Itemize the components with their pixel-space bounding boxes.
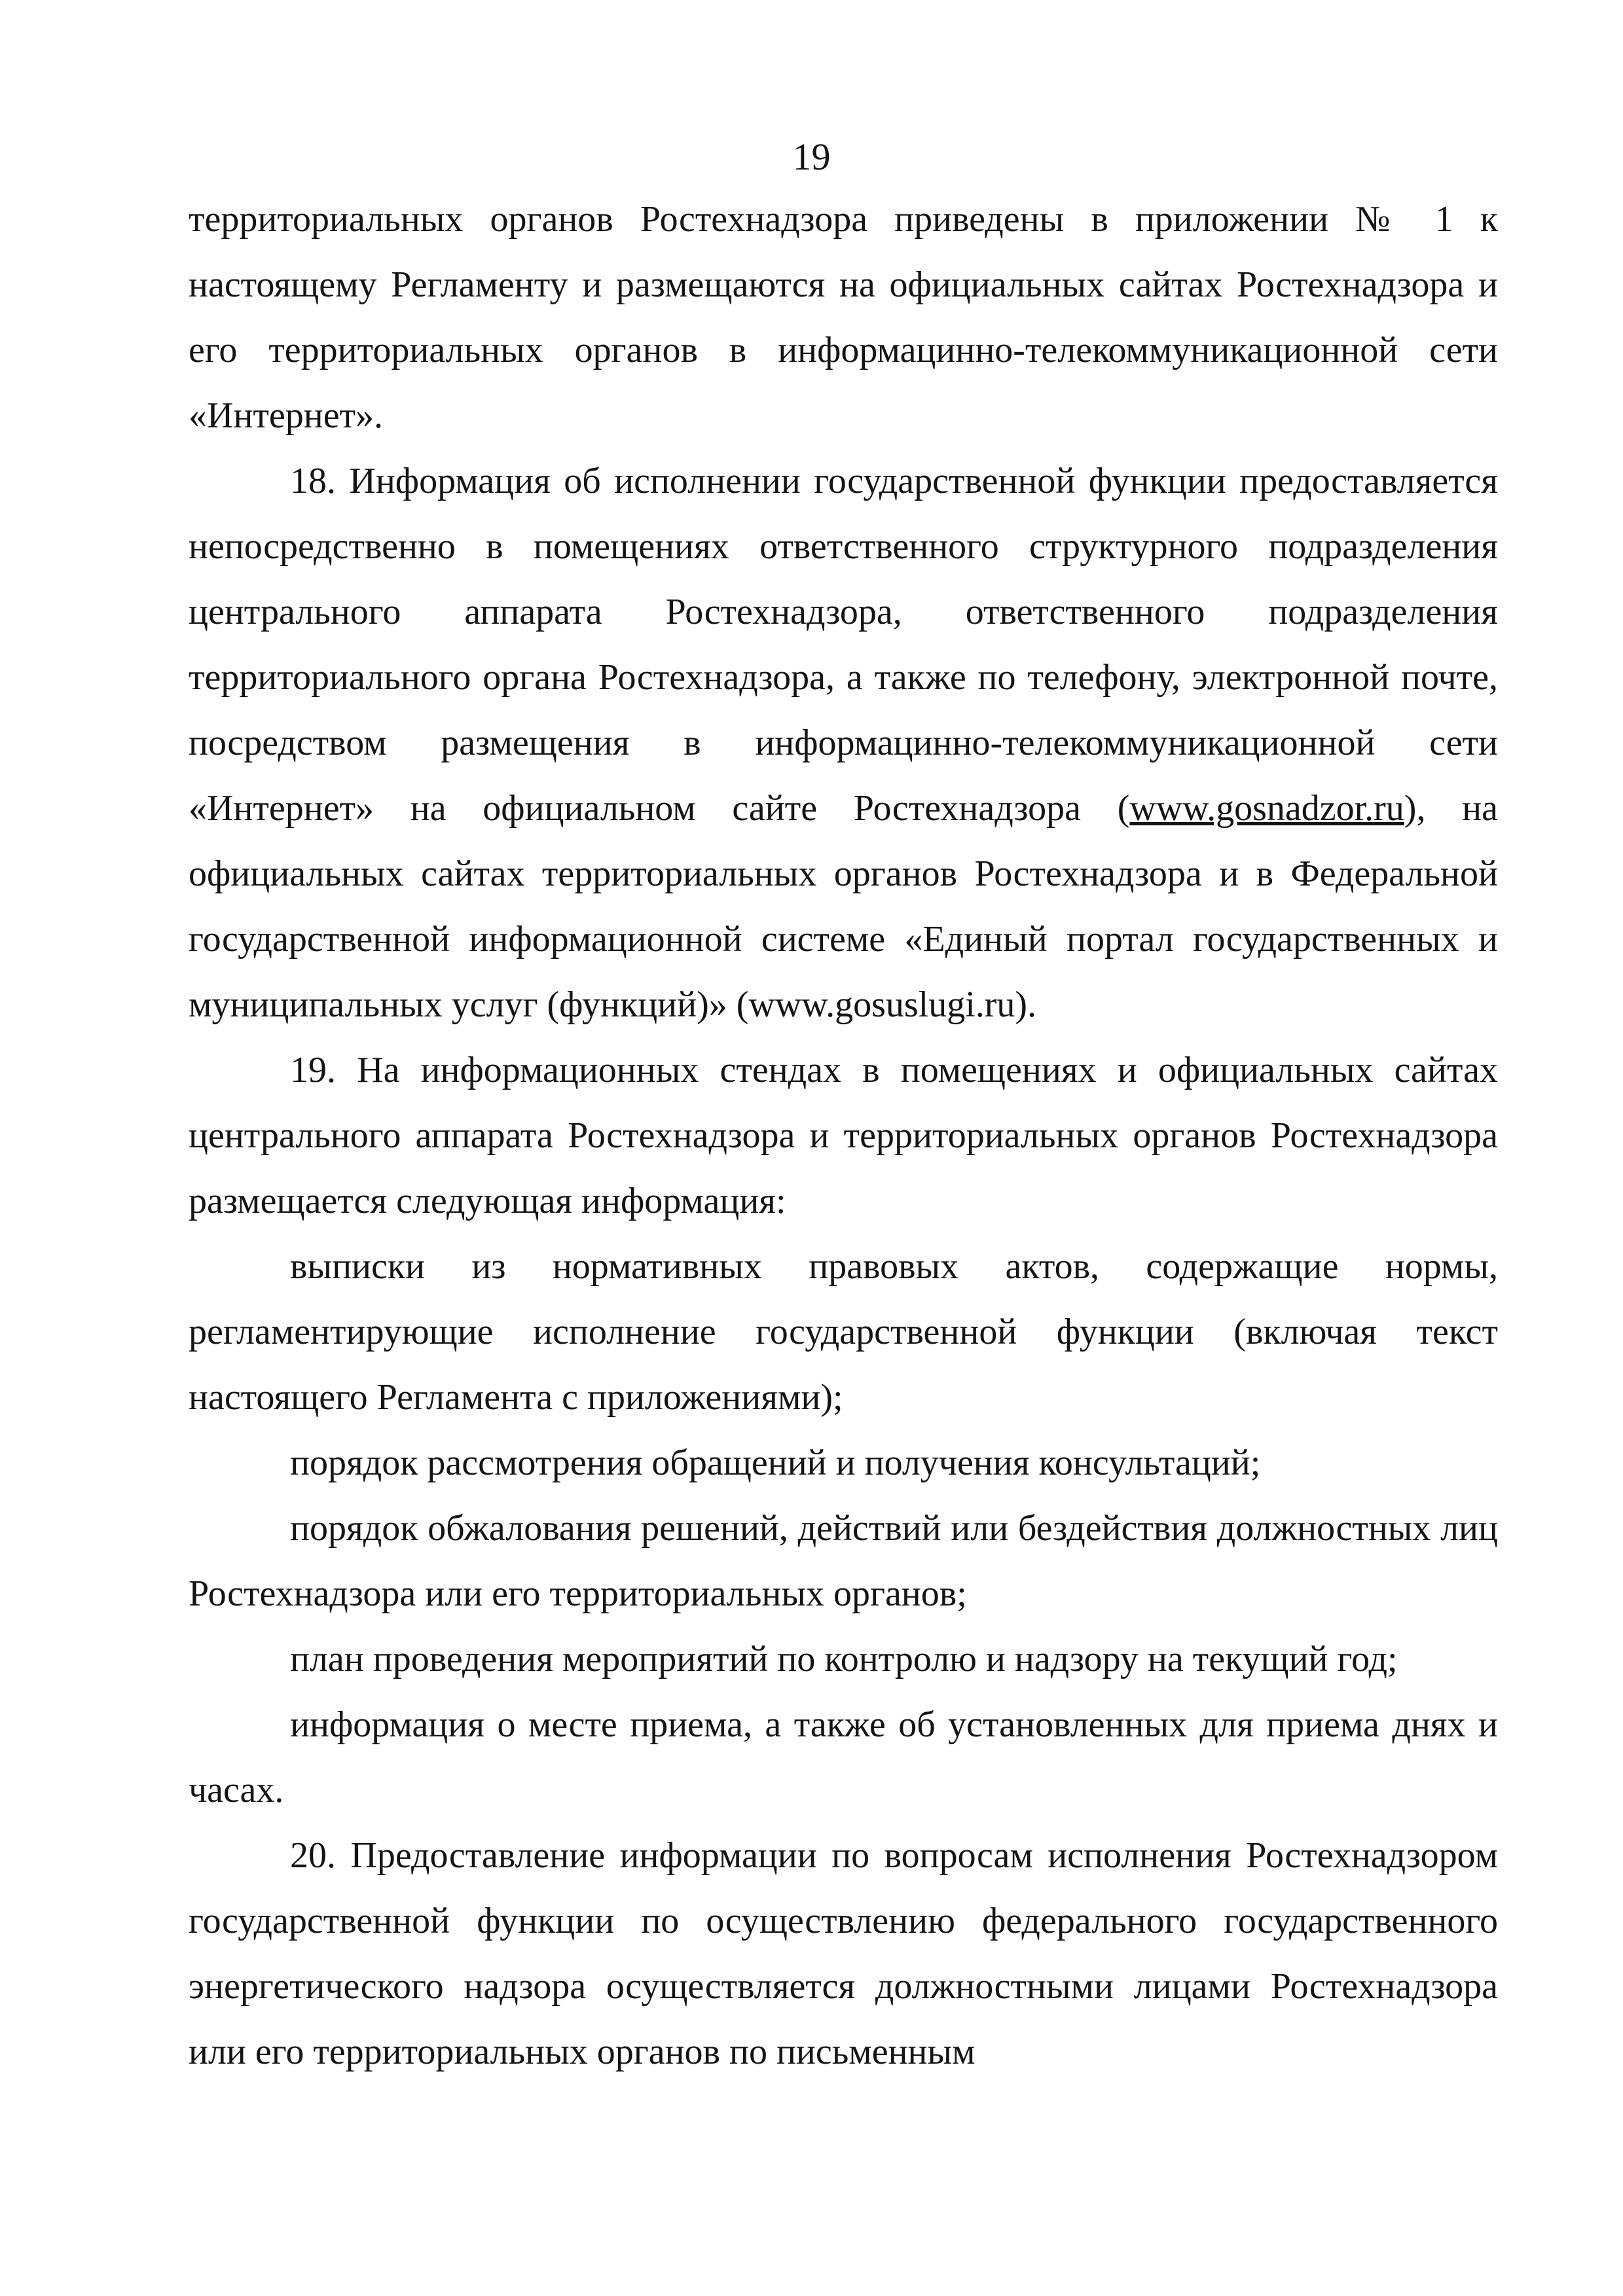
paragraph-18 bbox=[189, 448, 1498, 1037]
list-item-extracts: выписки из нормативных правовых актов, содержащие нормы, регламентирующие исполнение государственной функции (включая текст настоящего Регламента с приложениями); bbox=[189, 1246, 1498, 1418]
document-body bbox=[189, 187, 1498, 2085]
paragraph-19: 19. На информационных стендах в помещениях и официальных сайтах центрального аппарата Ростехнадзора и территориальных органов Ростехнадзора размещается следующая информация: bbox=[189, 1050, 1498, 1221]
list-item-reception-info: информация о месте приема, а также об установленных для приема днях и часах. bbox=[189, 1704, 1498, 1810]
paragraph-continuation: территориальных органов Ростехнадзора приведены в приложении № 1 к настоящему Регламенту и размещаются на официальных сайтах Ростехнадзора и его территориальных органов в информацинно-телекоммуникационной сети «Интернет». bbox=[189, 199, 1498, 436]
list-item-inspection-plan: план проведения мероприятий по контролю и надзору на текущий год; bbox=[290, 1639, 1398, 1679]
list-item-consideration-procedure: порядок рассмотрения обращений и получения консультаций; bbox=[290, 1443, 1261, 1483]
page-number: 19 bbox=[792, 135, 831, 178]
paragraph-18-text-after: ), на официальных сайтах территориальных органов Ростехнадзора и в Федеральной государственной информационной системе «Единый портал государственных и муниципальных услуг (функций)» (www.gosuslugi.ru). bbox=[189, 788, 1498, 1025]
paragraph-20: 20. Предоставление информации по вопросам исполнения Ростехнадзором государственной функции по осуществлению федерального государственного энергетического надзора осуществляется должностными лицами Ростехнадзора или его территориальных органов по письменным bbox=[189, 1835, 1498, 2072]
paragraph-18-text-before: 18. Информация об исполнении государственной функции предоставляется непосредственно в помещениях ответственного структурного подразделения центрального аппарата Ростехнадзора, ответственного подразделения территориального органа Ростехнадзора, а также по телефону, электронной почте, посредством размещения в информацинно-телекоммуникационной сети «Интернет» на официальном сайте Ростехнадзора ( bbox=[189, 461, 1498, 829]
gosnadzor-link[interactable]: www.gosnadzor.ru bbox=[1129, 788, 1404, 829]
list-item-appeal-procedure: порядок обжалования решений, действий или бездействия должностных лиц Ростехнадзора или его территориальных органов; bbox=[189, 1508, 1498, 1614]
